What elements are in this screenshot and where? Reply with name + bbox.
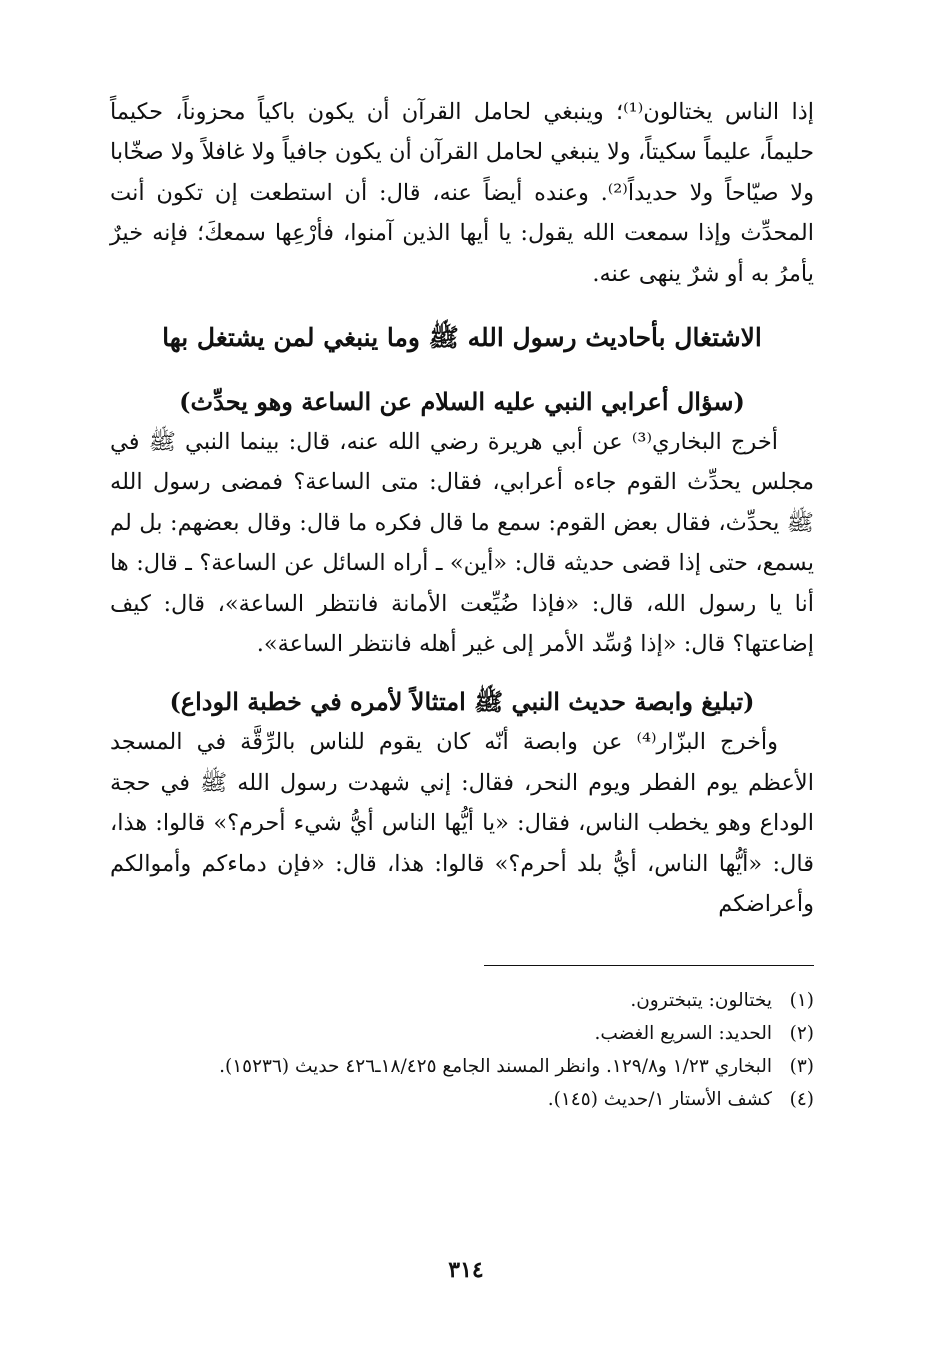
footnote-number: (٢)	[789, 1022, 814, 1044]
paragraph-bukhari-hadith: أخرج البخاري⁽³⁾ عن أبي هريرة رضي الله عنه، قال: بينما النبي ﷺ في مجلس يحدِّث القوم جاءه أعرابي، فقال: متى الساعة؟ فمضى رسول الله ﷺ يحدِّث، فقال بعض القوم: سمع ما قال فكره ما قال: وقال بعضهم: بل لم يسمع، حتى إذا قضى حديثه قال: «أين» ـ أراه السائل عن الساعة؟ ـ قال: ها أنا يا رسول الله، قال: «فإذا ضُيِّعت الأمانة فانتظر الساعة»، قال: كيف إضاعتها؟ قال: «إذا وُسِّد الأمر إلى غير أهله فانتظر الساعة».	[110, 429, 814, 658]
footnote-item	[110, 984, 814, 1017]
page-number: ٣١٤	[448, 1257, 484, 1283]
section-heading: الاشتغال بأحاديث رسول الله ﷺ وما ينبغي لمن يشتغل بها	[162, 323, 762, 353]
footnote-item	[110, 1017, 814, 1050]
paragraph-bazzar-hadith: وأخرج البزّار⁽⁴⁾ عن وابصة أنّه كان يقوم للناس بالرِّقَّة في المسجد الأعظم يوم الفطر ويوم النحر، فقال: إني شهدت رسول الله ﷺ في حجة الوداع وهو يخطب الناس، فقال: «يا أيُّها الناس أيُّ شيء أحرم؟» قالوا: هذا، قال: «أيُّها الناس، أيُّ بلد أحرم؟» قالوا: هذا، قال: «فإن دماءكم وأموالكم وأعراضكم	[110, 729, 814, 918]
footnote-text: البخاري ١/٢٣ و١٢٩/٨. وانظر المسند الجامع ١٨/٤٢٥ـ٤٢٦ حديث (١٥٢٣٦).	[219, 1055, 772, 1077]
footnotes-list	[110, 984, 814, 1116]
footnote-number: (٤)	[789, 1088, 814, 1110]
footnote-text: يختالون: يتبخترون.	[630, 989, 772, 1011]
subsection-heading-bedouin-question: (سؤال أعرابي النبي عليه السلام عن الساعة وهو يحدِّث)	[179, 387, 745, 417]
footnote-separator	[484, 965, 814, 966]
paragraph-continuation: إذا الناس يختالون⁽¹⁾؛ وينبغي لحامل القرآن أن يكون باكياً محزوناً، حكيماً حليماً، عليماً سكيتاً، ولا ينبغي لحامل القرآن أن يكون جافياً ولا غافلاً ولا صخّابا ولا صيّاحاً ولا حديداً⁽²⁾. وعنده أيضاً عنه، قال: أن استطعت إن تكون أنت المحدِّث وإذا سمعت الله يقول: يا أيها الذين آمنوا، فأرْعِها سمعكَ؛ فإنه خيرٌ يأمرُ به أو شرٌ ينهى عنه.	[110, 99, 814, 287]
footnote-item	[110, 1050, 814, 1083]
footnote-number: (١)	[789, 989, 814, 1011]
footnote-text: كشف الأستار ١/حديث (١٤٥).	[547, 1088, 772, 1110]
footnote-item	[110, 1083, 814, 1116]
footnote-number: (٣)	[789, 1055, 814, 1077]
footnote-text: الحديد: السريع الغضب.	[594, 1022, 772, 1044]
subsection-heading-wabisa: (تبليغ وابصة حديث النبي ﷺ امتثالاً لأمره في خطبة الوداع)	[169, 687, 755, 717]
